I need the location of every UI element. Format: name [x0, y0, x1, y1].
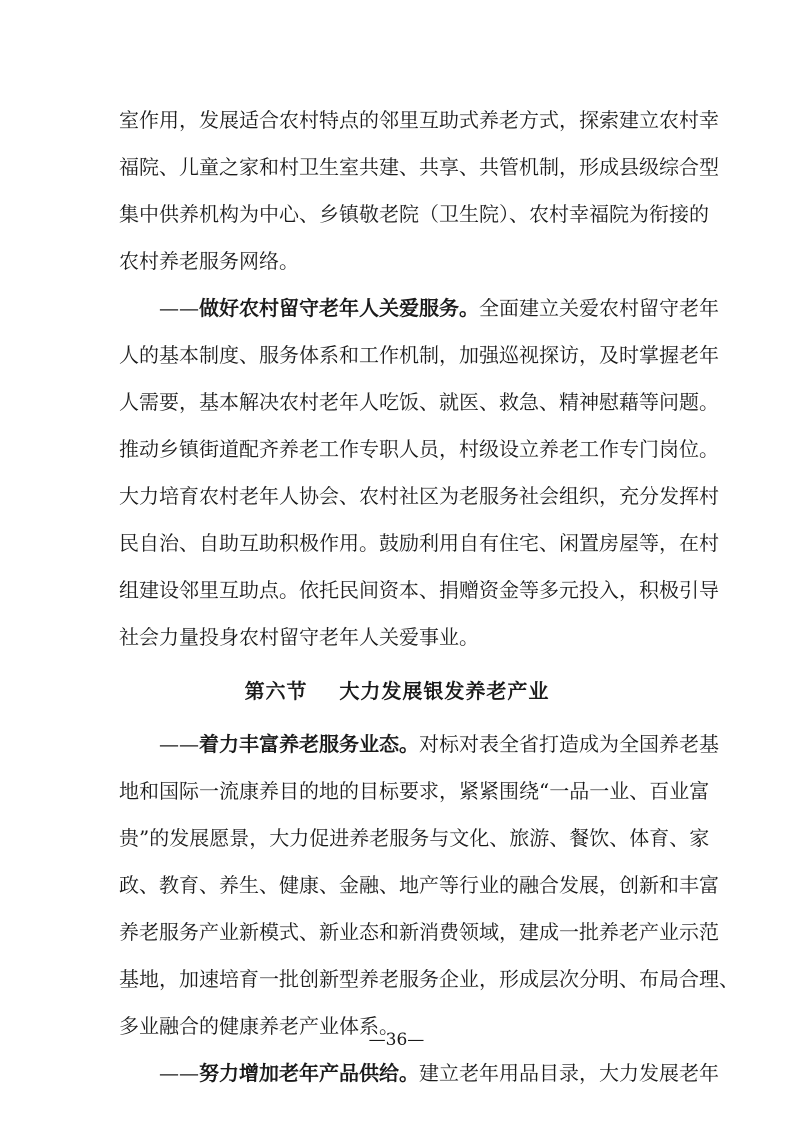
paragraph-elderly-product-supply: [119, 1050, 719, 1097]
text-line: [119, 1050, 719, 1097]
em-dash: ——: [159, 732, 199, 756]
text-line: [119, 285, 719, 332]
em-dash: ——: [159, 1061, 199, 1085]
text-line: 推动乡镇街道配齐养老工作专职人员，村级设立养老工作专门岗位。: [119, 437, 719, 461]
text-line: 政、教育、养生、健康、金融、地产等行业的融合发展，创新和丰富: [119, 873, 719, 897]
text-line: 集中供养机构为中心、乡镇敬老院（卫生院）、农村幸福院为衔接的: [119, 202, 709, 226]
text-line: 人需要，基本解决农村老年人吃饭、就医、救急、精神慰藉等问题。: [119, 390, 719, 414]
paragraph-heading: 做好农村留守老年人关爱服务。: [199, 296, 479, 320]
paragraph-rural-mutual-aid: [119, 97, 719, 285]
text-line: 养老服务产业新模式、新业态和新消费领域，建成一批养老产业示范: [119, 920, 719, 944]
text-run: 全面建立关爱农村留守老年: [479, 296, 719, 320]
text-line: 贵”的发展愿景，大力促进养老服务与文化、旅游、餐饮、体育、家: [119, 826, 710, 850]
body-text: [119, 97, 739, 1097]
text-line: 人的基本制度、服务体系和工作机制，加强巡视探访，及时掌握老年: [119, 343, 719, 367]
paragraph-elderly-service-formats: [119, 721, 739, 1050]
section-title: 第六节 大力发展银发养老产业: [244, 679, 550, 703]
text-line: 地和国际一流康养目的地的目标要求，紧紧围绕“一品一业、百业富: [119, 779, 710, 803]
text-line: 民自治、自助互助积极作用。鼓励利用自有住宅、闲置房屋等，在村: [119, 531, 719, 555]
paragraph-heading: 努力增加老年产品供给。: [199, 1061, 419, 1085]
text-line: 农村养老服务网络。: [119, 249, 299, 273]
page-number: —36—: [368, 1030, 425, 1050]
em-dash: ——: [159, 296, 199, 320]
paragraph-left-behind-elderly-care: [119, 285, 719, 661]
text-line: 大力培育农村老年人协会、农村社区为老服务社会组织，充分发挥村: [119, 484, 719, 508]
text-line: 组建设邻里互助点。依托民间资本、捐赠资金等多元投入，积极引导: [119, 578, 719, 602]
text-run: 建立老年用品目录，大力发展老年: [419, 1061, 719, 1085]
text-line: 室作用，发展适合农村特点的邻里互助式养老方式，探索建立农村幸: [119, 108, 719, 132]
text-line: 多业融合的健康养老产业体系。: [119, 1014, 399, 1038]
text-line: [119, 721, 719, 768]
text-line: 社会力量投身农村留守老年人关爱事业。: [119, 625, 479, 649]
text-line: 福院、儿童之家和村卫生室共建、共享、共管机制，形成县级综合型: [119, 155, 719, 179]
text-run: 对标对表全省打造成为全国养老基: [419, 732, 719, 756]
text-line: 基地，加速培育一批创新型养老服务企业，形成层次分明、布局合理、: [119, 967, 739, 991]
paragraph-heading: 着力丰富养老服务业态。: [199, 732, 419, 756]
